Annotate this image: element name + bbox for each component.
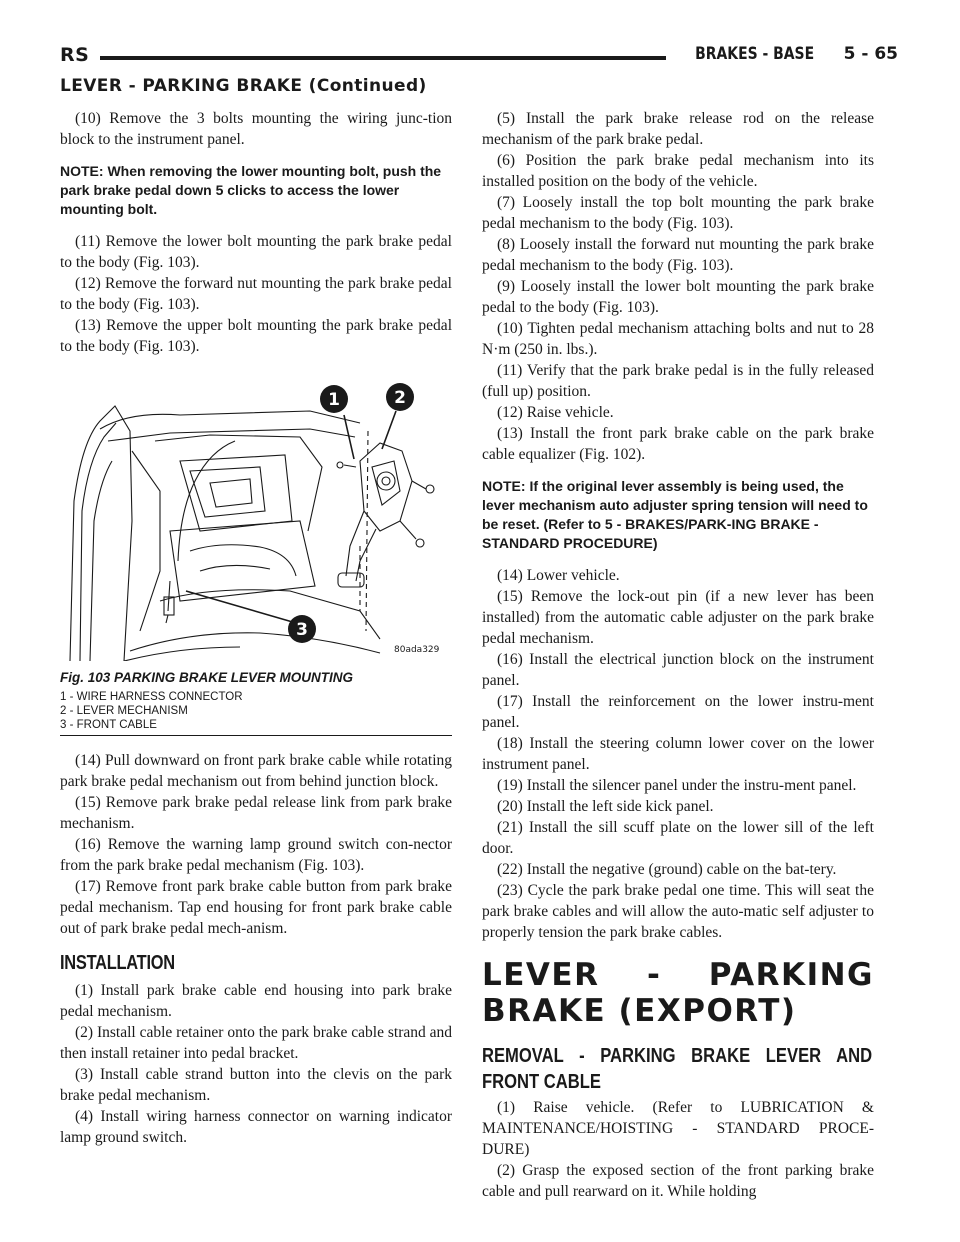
paragraph: (11) Verify that the park brake pedal is in the fully released (full up) position. [482,362,874,400]
figure-caption: Fig. 103 PARKING BRAKE LEVER MOUNTING [60,670,354,685]
paragraph: (14) Pull downward on front park brake cable while rotating park brake pedal mechanism out from behind junction block. [60,752,452,790]
figure-legend [60,690,452,732]
paragraph: (21) Install the sill scuff plate on the lower sill of the left door. [482,819,874,857]
paragraph: (10) Tighten pedal mechanism attaching bolts and nut to 28 N·m (250 in. lbs.). [482,320,874,358]
paragraph: (3) Install cable strand button into the clevis on the park brake pedal mechanism. [60,1066,452,1104]
paragraph: (16) Remove the warning lamp ground switch con-nector from the park brake pedal mechanism (Fig. 103). [60,836,452,874]
section-heading: LEVER - PARKING BRAKE (EXPORT) [482,957,874,1029]
paragraph: (22) Install the negative (ground) cable on the bat-tery. [497,861,837,878]
paragraph: (14) Lower vehicle. [497,567,620,584]
legend-item: 3 - FRONT CABLE [60,719,157,731]
paragraph: (15) Remove the lock-out pin (if a new lever has been installed) from the automatic cable adjuster on the park brake pedal mechanism. [482,588,874,647]
paragraph: (23) Cycle the park brake pedal one time. This will seat the park brake cables and will allow the auto-matic self adjuster to properly tension the park brake cables. [482,882,874,941]
callout-2: 2 [394,388,406,408]
legend-item: 1 - WIRE HARNESS CONNECTOR [60,691,243,703]
paragraph: (4) Install wiring harness connector on warning indicator lamp ground switch. [60,1108,452,1146]
paragraph: (19) Install the silencer panel under the instru-ment panel. [497,777,857,794]
paragraph: (11) Remove the lower bolt mounting the park brake pedal to the body (Fig. 103). [60,233,452,271]
paragraph: (20) Install the left side kick panel. [497,798,714,815]
paragraph: (13) Install the front park brake cable on the park brake cable equalizer (Fig. 102). [482,425,874,463]
header-model-code: RS [60,44,90,66]
paragraph: (15) Remove park brake pedal release link from park brake mechanism. [60,794,452,832]
paragraph: (18) Install the steering column lower cover on the lower instrument panel. [482,735,874,773]
callout-3: 3 [296,620,308,640]
paragraph: (13) Remove the upper bolt mounting the park brake pedal to the body (Fig. 103). [60,317,452,355]
paragraph: (7) Loosely install the top bolt mounting the park brake pedal mechanism to the body (Fig. 103). [482,194,874,232]
header-page-number: 5 - 65 [843,44,898,64]
paragraph: (8) Loosely install the forward nut mounting the park brake pedal mechanism to the body (Fig. 103). [482,236,874,274]
note: NOTE: When removing the lower mounting bolt, push the park brake pedal down 5 clicks to access the lower mounting bolt. [60,163,442,217]
left-column [60,108,452,1148]
paragraph: (16) Install the electrical junction block on the instrument panel. [482,651,874,689]
paragraph: (2) Grasp the exposed section of the front parking brake cable and pull rearward on it. While holding [482,1162,874,1200]
figure-103 [60,371,452,661]
installation-heading: INSTALLATION [60,952,175,974]
paragraph: (10) Remove the 3 bolts mounting the wiring junc-tion block to the instrument panel. [60,110,452,148]
paragraph: (17) Remove front park brake cable button from park brake pedal mechanism. Tap end housing for front park brake cable out of park brake pedal mech-anism. [60,878,452,937]
subsection-heading: REMOVAL - PARKING BRAKE LEVER AND FRONT CABLE [482,1045,873,1093]
header-rule [100,56,666,60]
header-section-title: BRAKES - BASE [695,44,814,64]
paragraph: (1) Raise vehicle. (Refer to LUBRICATION & MAINTENANCE/HOISTING - STANDARD PROCE-DURE) [482,1099,874,1158]
paragraph: (5) Install the park brake release rod on the release mechanism of the park brake pedal. [482,110,874,148]
figure-rule [60,735,452,736]
right-column [482,108,874,1202]
figure-code: 80ada329 [394,645,440,655]
parking-brake-illustration [60,371,452,661]
callout-1: 1 [328,390,340,410]
paragraph: (12) Raise vehicle. [497,404,614,421]
paragraph: (12) Remove the forward nut mounting the park brake pedal to the body (Fig. 103). [60,275,452,313]
legend-item: 2 - LEVER MECHANISM [60,705,188,717]
paragraph: (6) Position the park brake pedal mechanism into its installed position on the body of the vehicle. [482,152,874,190]
paragraph: (9) Loosely install the lower bolt mounting the park brake pedal to the body (Fig. 103). [482,278,874,316]
note: NOTE: If the original lever assembly is being used, the lever mechanism auto adjuster spring tension will need to be reset. (Refer to 5 - BRAKES/PARK-ING BRAKE - STANDARD PROCEDURE) [482,478,868,551]
paragraph: (2) Install cable retainer onto the park brake cable strand and then install retainer into pedal bracket. [60,1024,452,1062]
continued-title: LEVER - PARKING BRAKE (Continued) [60,76,427,96]
paragraph: (17) Install the reinforcement on the lower instru-ment panel. [482,693,874,731]
page-header [60,40,898,70]
paragraph: (1) Install park brake cable end housing into park brake pedal mechanism. [60,982,452,1020]
